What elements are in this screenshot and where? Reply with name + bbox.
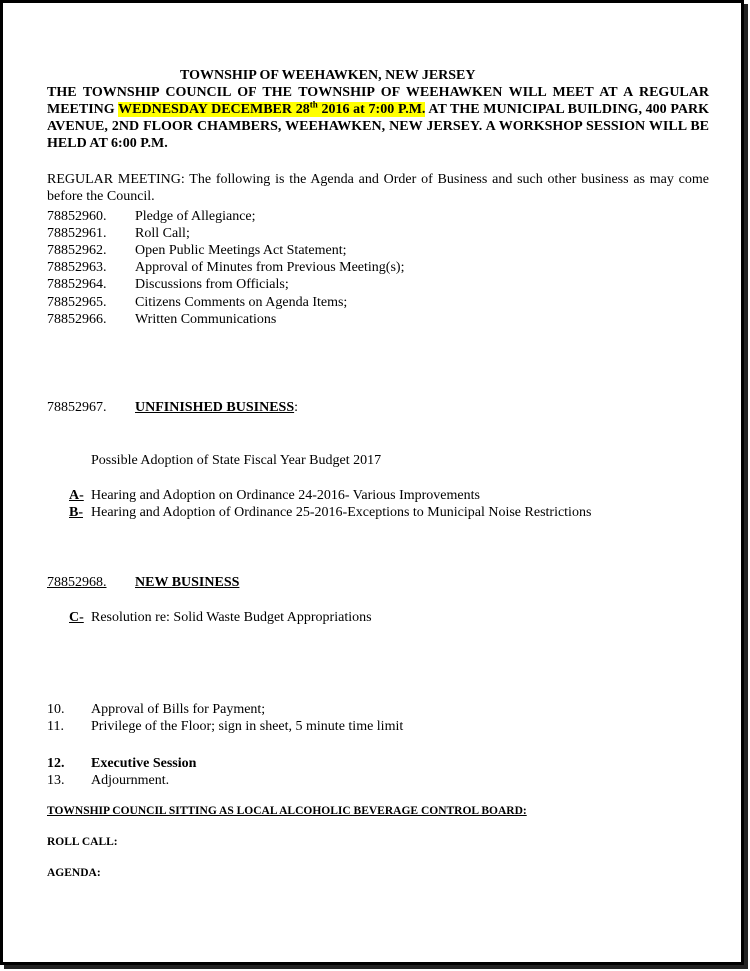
regular-meeting-intro: REGULAR MEETING: The following is the Agenda and Order of Business and such other business as may come before the Council. <box>47 172 709 204</box>
meeting-time: 2016 at 7:00 P.M. <box>317 102 426 117</box>
agenda-number: 78852964. <box>47 277 107 292</box>
agenda-item: Discussions from Officials; <box>135 277 289 292</box>
abc-board-heading: TOWNSHIP COUNCIL SITTING AS LOCAL ALCOHOLIC BEVERAGE CONTROL BOARD: <box>47 805 527 817</box>
item-text: Hearing and Adoption on Ordinance 24-2016- Various Improvements <box>91 488 480 503</box>
new-business-heading: NEW BUSINESS <box>135 575 240 590</box>
closing-number: 11. <box>47 719 64 734</box>
agenda-item: Approval of Minutes from Previous Meeting(s); <box>135 260 405 275</box>
item-label: B- <box>69 505 83 520</box>
unfinished-heading <box>135 399 298 416</box>
unfinished-heading-text: UNFINISHED BUSINESS <box>135 400 295 415</box>
agenda-number: 78852961. <box>47 226 107 241</box>
agenda-item: Pledge of Allegiance; <box>135 209 256 224</box>
abc-roll-call: ROLL CALL: <box>47 836 118 848</box>
abc-agenda: AGENDA: <box>47 867 101 879</box>
meeting-date-highlight <box>118 99 426 117</box>
notice-part1: THE TOWNSHIP COUNCIL OF THE TOWNSHIP OF WEEHAWKEN WILL MEET AT A REGULAR MEETING <box>47 85 709 117</box>
document-title: TOWNSHIP OF WEEHAWKEN, NEW JERSEY <box>180 68 476 83</box>
agenda-number: 78852962. <box>47 243 107 258</box>
closing-item: Privilege of the Floor; sign in sheet, 5 minute time limit <box>91 719 404 734</box>
item-label: C- <box>69 610 84 625</box>
closing-number: 10. <box>47 702 65 717</box>
new-business-number: 78852968. <box>47 575 107 590</box>
item-text: Resolution re: Solid Waste Budget Appropriations <box>91 610 372 625</box>
closing-number: 12. <box>47 756 65 771</box>
agenda-item: Open Public Meetings Act Statement; <box>135 243 347 258</box>
agenda-number: 78852965. <box>47 295 107 310</box>
item-text: Hearing and Adoption of Ordinance 25-2016-Exceptions to Municipal Noise Restrictions <box>91 505 592 520</box>
closing-item: Approval of Bills for Payment; <box>91 702 266 717</box>
date-suffix: th <box>309 99 318 110</box>
agenda-item: Roll Call; <box>135 226 190 241</box>
budget-subheading: Possible Adoption of State Fiscal Year Budget 2017 <box>91 453 382 468</box>
unfinished-number: 78852967. <box>47 400 107 415</box>
meeting-notice <box>47 84 709 152</box>
notice-part2: AT THE MUNICIPAL BUILDING, 400 PARK AVENUE, 2ND FLOOR CHAMBERS, WEEHAWKEN, NEW JERSEY. A WORKSHOP SESSION WILL BE HELD AT 6:00 P.M. <box>47 102 710 151</box>
closing-item: Executive Session <box>91 756 197 771</box>
meeting-date: WEDNESDAY DECEMBER 28 <box>118 102 310 117</box>
agenda-item: Citizens Comments on Agenda Items; <box>135 295 348 310</box>
agenda-number: 78852966. <box>47 312 107 327</box>
closing-number: 13. <box>47 773 65 788</box>
unfinished-colon: : <box>294 400 298 415</box>
agenda-number: 78852963. <box>47 260 107 275</box>
agenda-item: Written Communications <box>135 312 277 327</box>
closing-item: Adjournment. <box>91 773 170 788</box>
item-label: A- <box>69 488 84 503</box>
agenda-number: 78852960. <box>47 209 107 224</box>
